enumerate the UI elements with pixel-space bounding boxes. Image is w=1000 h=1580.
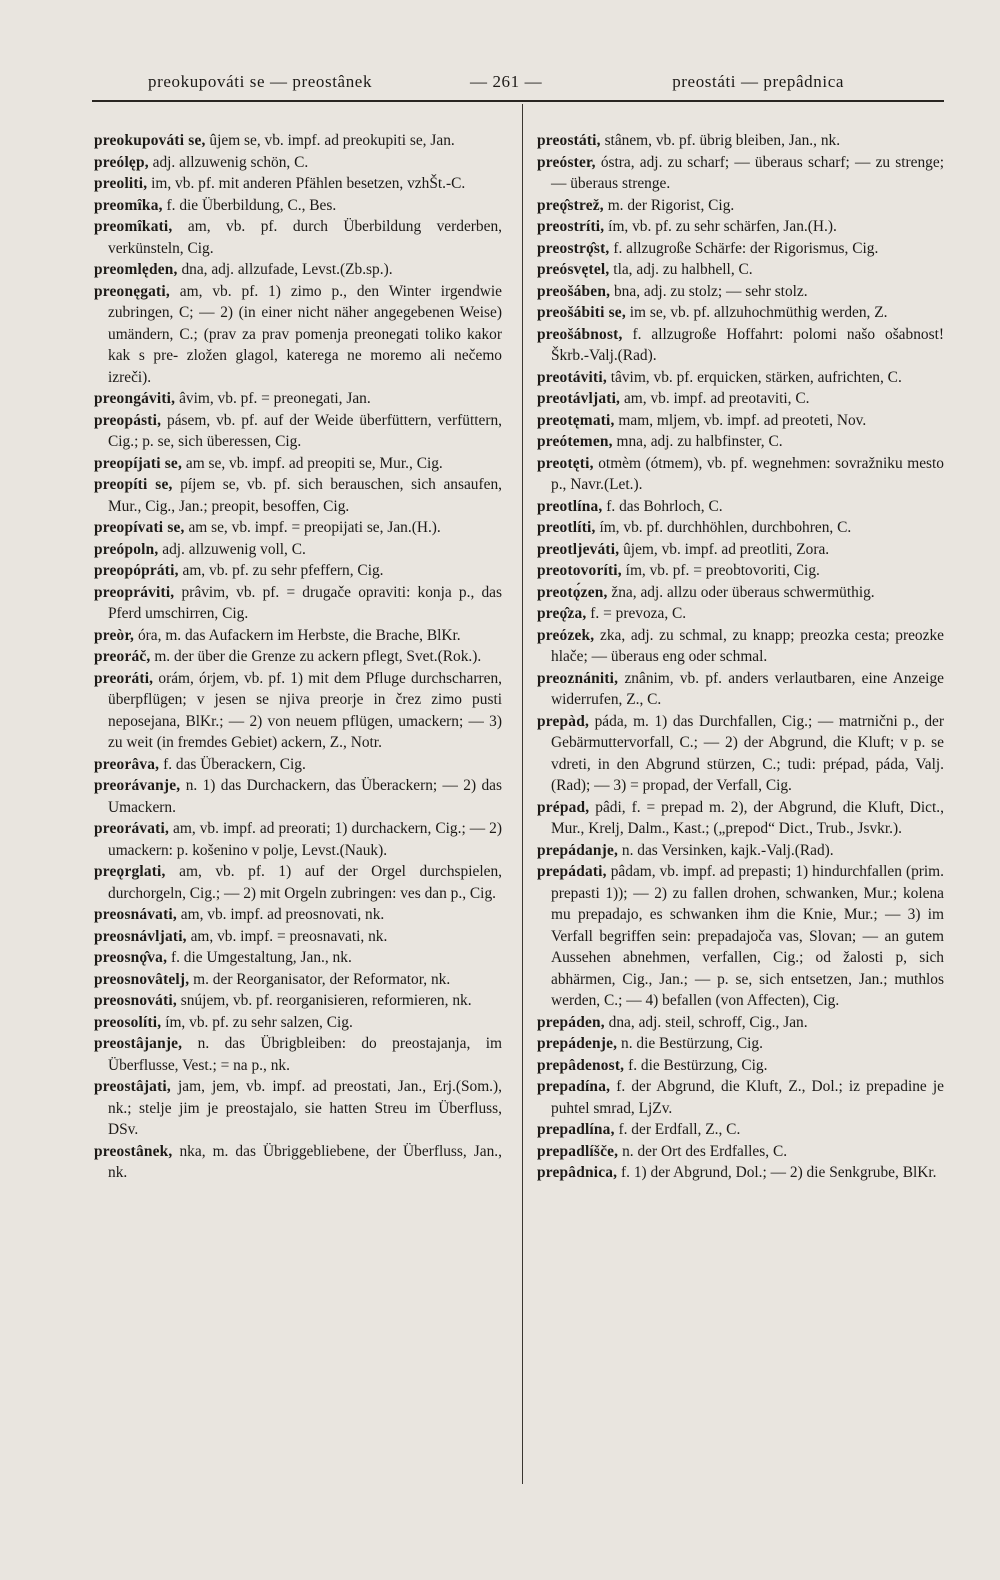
entry-definition: pâdi, f. = prepad m. 2), der Abgrund, die Kluft, Dict., Mur., Krelj, Dalm., Kast.; („prepod“ Dict., Trub., Jsvkr.). xyxy=(551,798,944,837)
entry-definition: pásem, vb. pf. auf der Weide überfüttern, verfüttern, Cig.; p. se, sich überessen, Cig. xyxy=(108,411,502,450)
entry-headword: preonęgati, xyxy=(94,282,170,300)
entry-definition: znânim, vb. pf. anders verlautbaren, eine Anzeige widerrufen, Z., C. xyxy=(551,669,944,708)
entry-headword: preólęp, xyxy=(94,153,149,171)
entry-headword: preosnǫ̂va, xyxy=(94,949,168,966)
entry-headword: preostânek, xyxy=(94,1142,173,1160)
entry-headword: preopívati se, xyxy=(94,519,185,536)
entry-headword: preoznániti, xyxy=(537,669,619,687)
entry-definition: mam, mljem, vb. impf. ad preoteti, Nov. xyxy=(618,411,867,429)
entry-definition: žna, adj. allzu oder überaus schwermüthig. xyxy=(611,583,875,601)
entry-headword: preóster, xyxy=(537,153,596,171)
entry-definition: f. das Überackern, Cig. xyxy=(163,755,306,773)
dictionary-entry xyxy=(537,840,944,862)
dictionary-entry xyxy=(537,711,944,797)
entry-headword: preosnávljati, xyxy=(94,927,187,945)
entry-definition: pâdam, vb. impf. ad prepasti; 1) hindurchfallen (prim. prepasti 1)); — 2) zu fallen drohen, schwanken, Mur.; kolena mu prepadajo, es schwanken ihm die Knie, Mur.; — 3) im Verfall begriffen sein: prepadajoča vas, Slovan; — an gutem Aussehen abnehmen, verfallen, Cig.; od žalosti p, sich abhärmen, Cig., Jan.; — p. se, sich entsetzen, Jan.; muthlos werden, C.; — 4) befallen (von Affecten), Cig. xyxy=(551,863,944,1009)
dictionary-entry xyxy=(537,668,944,711)
dictionary-entry xyxy=(94,410,502,453)
entry-headword: preostríti, xyxy=(537,218,605,235)
entry-definition: f. die Umgestaltung, Jan., nk. xyxy=(170,949,352,966)
entry-definition: adj. allzuwenig voll, C. xyxy=(162,540,306,558)
dictionary-entry xyxy=(537,130,944,152)
dictionary-entry xyxy=(537,388,944,410)
dictionary-entry xyxy=(94,453,502,475)
entry-headword: preostáti, xyxy=(537,132,601,149)
dictionary-entry xyxy=(537,152,944,195)
left-column xyxy=(94,130,502,1184)
entry-definition: am, vb. impf. ad preotaviti, C. xyxy=(623,390,810,407)
entry-headword: preostâjati, xyxy=(94,1078,171,1095)
entry-definition: âvim, vb. pf. = preonegati, Jan. xyxy=(179,390,371,407)
running-header xyxy=(148,72,844,96)
entry-definition: am, vb. pf. zu sehr pfeffern, Cig. xyxy=(182,562,384,579)
dictionary-entry xyxy=(94,388,502,410)
dictionary-entry xyxy=(537,496,944,518)
entry-definition: bna, adj. zu stolz; — sehr stolz. xyxy=(613,282,808,300)
dictionary-entry xyxy=(94,281,502,389)
dictionary-entry xyxy=(94,130,502,152)
dictionary-entry xyxy=(537,453,944,496)
entry-definition: mna, adj. zu halbfinster, C. xyxy=(616,433,783,450)
dictionary-entry xyxy=(94,926,502,948)
dictionary-entry xyxy=(94,904,502,926)
dictionary-entry xyxy=(537,625,944,668)
dictionary-entry xyxy=(94,818,502,861)
entry-definition: m. der über die Grenze zu ackern pflegt, Svet.(Rok.). xyxy=(154,648,482,665)
entry-headword: preošábnost, xyxy=(537,325,623,343)
entry-definition: ím, vb. pf. = preobtovoriti, Cig. xyxy=(625,562,820,579)
entry-headword: preǫ̂strež, xyxy=(537,196,604,214)
entry-definition: f. die Bestürzung, Cig. xyxy=(628,1056,768,1074)
entry-headword: preǫ̂za, xyxy=(537,605,587,622)
dictionary-entry xyxy=(94,173,502,195)
entry-definition: tla, adj. zu halbhell, C. xyxy=(613,261,753,278)
dictionary-entry xyxy=(537,216,944,238)
dictionary-entry xyxy=(537,1076,944,1119)
entry-definition: f. der Abgrund, die Kluft, Z., Dol.; iz prepadine je puhtel smrad, LjZv. xyxy=(551,1078,944,1117)
entry-headword: preosnávati, xyxy=(94,906,177,923)
entry-headword: preopráviti, xyxy=(94,583,175,601)
dictionary-entry xyxy=(537,1055,944,1077)
dictionary-entry xyxy=(537,861,944,1012)
entry-headword: prepàd, xyxy=(537,712,590,730)
dictionary-entry xyxy=(537,1033,944,1055)
dictionary-entry xyxy=(94,1012,502,1034)
dictionary-entry xyxy=(537,410,944,432)
entry-definition: óra, m. das Aufackern im Herbste, die Brache, BlKr. xyxy=(137,626,461,644)
entry-headword: preotęti, xyxy=(537,454,594,472)
dictionary-entry xyxy=(537,539,944,561)
entry-definition: am, vb. impf. = preosnavati, nk. xyxy=(190,927,388,945)
column-divider xyxy=(522,104,523,1484)
entry-definition: prâvim, vb. pf. = drugače opraviti: konja p., das Pferd umschirren, Cig. xyxy=(108,583,502,622)
dictionary-entry xyxy=(537,195,944,217)
entry-headword: preotlíti, xyxy=(537,519,596,536)
entry-definition: píjem se, vb. pf. sich berauschen, sich ansaufen, Mur., Cig., Jan.; preopit, besoffen, Cig. xyxy=(108,476,502,515)
entry-headword: preorâva, xyxy=(94,755,160,773)
dictionary-entry xyxy=(94,969,502,991)
entry-headword: prepádenje, xyxy=(537,1035,618,1052)
dictionary-entry xyxy=(94,560,502,582)
dictionary-entry xyxy=(94,259,502,281)
entry-headword: preongáviti, xyxy=(94,390,176,407)
entry-definition: dna, adj. steil, schroff, Cig., Jan. xyxy=(608,1013,808,1031)
entry-definition: dna, adj. allzufade, Levst.(Zb.sp.). xyxy=(181,261,393,278)
entry-headword: preotávljati, xyxy=(537,390,621,407)
dictionary-entry xyxy=(94,668,502,754)
entry-headword: prepádati, xyxy=(537,863,607,880)
entry-headword: preotęmati, xyxy=(537,411,615,429)
right-column xyxy=(537,130,944,1184)
entry-headword: preopíti se, xyxy=(94,476,173,493)
dictionary-entry xyxy=(94,152,502,174)
entry-headword: preotljeváti, xyxy=(537,540,620,558)
dictionary-entry xyxy=(537,1162,944,1184)
entry-headword: preorávati, xyxy=(94,820,170,837)
dictionary-entry xyxy=(94,582,502,625)
header-left-guide-words: preokupováti se — preostânek xyxy=(148,72,373,91)
entry-headword: preópoln, xyxy=(94,540,159,558)
entry-headword: preopópráti, xyxy=(94,562,179,579)
dictionary-entry xyxy=(94,1076,502,1141)
entry-headword: preomîkati, xyxy=(94,218,173,235)
entry-definition: f. = prevoza, C. xyxy=(590,605,687,622)
dictionary-entry xyxy=(537,259,944,281)
dictionary-entry xyxy=(537,302,944,324)
dictionary-entry xyxy=(537,1012,944,1034)
entry-definition: am, vb. pf. durch Überbildung verderben, verkünsteln, Cig. xyxy=(108,218,502,257)
entry-definition: f. allzugroße Hoffahrt: polomi našo ošabnost! Škrb.-Valj.(Rad). xyxy=(551,325,944,364)
entry-headword: preotǫ́zen, xyxy=(537,583,608,601)
entry-headword: preótemen, xyxy=(537,433,613,450)
entry-headword: prepadlíšče, xyxy=(537,1142,619,1160)
entry-definition: im se, vb. pf. allzuhochmüthig werden, Z. xyxy=(629,304,888,321)
header-rule xyxy=(92,100,944,102)
entry-definition: f. allzugroße Schärfe: der Rigorismus, Cig. xyxy=(613,239,879,257)
entry-headword: preoliti, xyxy=(94,175,148,192)
dictionary-entry xyxy=(94,990,502,1012)
dictionary-entry xyxy=(94,195,502,217)
entry-definition: ím, vb. pf. zu sehr schärfen, Jan.(H.). xyxy=(608,218,837,235)
entry-headword: preomîka, xyxy=(94,196,163,214)
entry-definition: f. der Erdfall, Z., C. xyxy=(618,1121,741,1138)
dictionary-entry xyxy=(94,474,502,517)
dictionary-entry xyxy=(94,625,502,647)
entry-headword: preotáviti, xyxy=(537,368,607,386)
entry-definition: orám, órjem, vb. pf. 1) mit dem Pfluge durchscharren, überpflügen; v jesen se njiva preorje in črez zimo pusti neposejana, BlKr.; — 2) von neuem pflügen, umackern; — 3) zu weit (in fremdes Gebiet) ackern, Z., Notr. xyxy=(108,669,502,751)
entry-definition: jam, jem, vb. impf. ad preostati, Jan., Erj.(Som.), nk.; stelje jim je preostajalo, sie hatten Streu im Überfluss, DSv. xyxy=(108,1078,502,1138)
entry-definition: am, vb. pf. 1) auf der Orgel durchspielen, durchorgeln, Cig.; — 2) mit Orgeln zubringen: ves dan p., Cig. xyxy=(108,863,502,902)
entry-definition: f. 1) der Abgrund, Dol.; — 2) die Senkgrube, BlKr. xyxy=(621,1164,937,1181)
dictionary-entry xyxy=(537,603,944,625)
dictionary-entry xyxy=(94,517,502,539)
entry-headword: prepádanje, xyxy=(537,841,619,859)
entry-headword: preomlęden, xyxy=(94,261,178,278)
dictionary-entry xyxy=(94,947,502,969)
entry-headword: preostrǫ̂st, xyxy=(537,239,610,257)
dictionary-entry xyxy=(537,238,944,260)
entry-definition: n. 1) das Durchackern, das Überackern; — 2) das Umackern. xyxy=(108,777,502,816)
entry-headword: preošáben, xyxy=(537,282,611,300)
entry-definition: ím, vb. pf. durchhöhlen, durchbohren, C. xyxy=(599,519,852,536)
entry-headword: preosnováti, xyxy=(94,992,177,1009)
entry-headword: preosolíti, xyxy=(94,1013,162,1031)
header-right-guide-words: preostáti — prepâdnica xyxy=(672,72,844,91)
dictionary-entry xyxy=(537,1141,944,1163)
entry-headword: preotlína, xyxy=(537,497,603,515)
entry-headword: prepadína, xyxy=(537,1078,611,1095)
dictionary-entry xyxy=(537,281,944,303)
entry-definition: zka, adj. zu schmal, zu knapp; preozka cesta; preozke hlače; — überaus eng oder schmal. xyxy=(551,626,944,665)
entry-definition: n. der Ort des Erdfalles, C. xyxy=(622,1142,788,1160)
entry-definition: n. die Bestürzung, Cig. xyxy=(621,1035,763,1052)
entry-headword: preosnovâtelj, xyxy=(94,970,190,988)
dictionary-entry xyxy=(537,1119,944,1141)
dictionary-entry xyxy=(537,797,944,840)
entry-headword: preǫrglati, xyxy=(94,863,166,880)
dictionary-entry xyxy=(537,324,944,367)
dictionary-entry xyxy=(537,517,944,539)
entry-headword: prepâdnica, xyxy=(537,1164,618,1181)
dictionary-entry xyxy=(537,431,944,453)
dictionary-entry xyxy=(94,775,502,818)
entry-definition: nka, m. das Übriggebliebene, der Überfluss, Jan., nk. xyxy=(108,1142,502,1181)
entry-definition: adj. allzuwenig schön, C. xyxy=(152,153,309,171)
entry-definition: snújem, vb. pf. reorganisieren, reformieren, nk. xyxy=(180,992,472,1009)
entry-headword: preostâjanje, xyxy=(94,1035,183,1052)
entry-headword: preósvętel, xyxy=(537,261,610,278)
dictionary-entry xyxy=(94,216,502,259)
entry-definition: am, vb. impf. ad preorati; 1) durchackern, Cig.; — 2) umackern: p. košenino v polje, Levst.(Nauk). xyxy=(108,820,502,859)
dictionary-entry xyxy=(94,861,502,904)
entry-definition: n. das Versinken, kajk.-Valj.(Rad). xyxy=(621,841,834,859)
entry-headword: prepadlína, xyxy=(537,1121,615,1138)
dictionary-entry xyxy=(537,582,944,604)
dictionary-entry xyxy=(537,560,944,582)
entry-definition: stânem, vb. pf. übrig bleiben, Jan., nk. xyxy=(604,132,841,149)
entry-headword: preokupováti se, xyxy=(94,132,206,149)
entry-headword: prépad, xyxy=(537,798,590,816)
dictionary-entry xyxy=(94,646,502,668)
entry-definition: am se, vb. impf. = preopijati se, Jan.(H.). xyxy=(188,519,441,536)
entry-headword: preopásti, xyxy=(94,411,162,429)
entry-headword: preopíjati se, xyxy=(94,454,183,472)
entry-headword: prepáden, xyxy=(537,1013,605,1031)
entry-definition: n. das Übrigbleiben: do preostajanja, im Überflusse, Vest.; = na p., nk. xyxy=(108,1035,502,1074)
entry-definition: ûjem se, vb. impf. ad preokupiti se, Jan. xyxy=(209,132,455,149)
dictionary-entry xyxy=(94,754,502,776)
entry-headword: preorávanje, xyxy=(94,777,181,794)
entry-definition: m. der Rigorist, Cig. xyxy=(607,196,735,214)
entry-definition: am, vb. pf. 1) zimo p., den Winter irgendwie zubringen, C; — 2) (in einer nicht näher angegebenen Weise) umändern, C.; (prav za prav pomenja preonegati toliko kakor kak s pre- zložen glagol, katerega ne moremo ali nečemo izreči). xyxy=(108,282,502,386)
entry-definition: m. der Reorganisator, der Reformator, nk. xyxy=(193,970,451,988)
entry-headword: preoráč, xyxy=(94,648,151,665)
entry-headword: preòr, xyxy=(94,626,135,644)
entry-definition: f. die Überbildung, C., Bes. xyxy=(166,196,337,214)
entry-definition: ûjem, vb. impf. ad preotliti, Zora. xyxy=(623,540,830,558)
page-number: — 261 — xyxy=(470,72,543,91)
dictionary-entry xyxy=(94,1033,502,1076)
entry-definition: tâvim, vb. pf. erquicken, stärken, aufrichten, C. xyxy=(610,368,902,386)
dictionary-entry xyxy=(94,539,502,561)
entry-definition: óstra, adj. zu scharf; — überaus scharf; — zu strenge; — überaus strenge. xyxy=(551,153,944,192)
entry-headword: prepâdenost, xyxy=(537,1056,625,1074)
entry-definition: im, vb. pf. mit anderen Pfählen besetzen, vzhŠt.-C. xyxy=(151,175,466,192)
entry-definition: páda, m. 1) das Durchfallen, Cig.; — matrnični p., der Gebärmuttervorfall, C.; — 2) der Abgrund, die Kluft; v p. se vdreti, in den Abgrund stürzen, C.; tudi: prépad, páda, Valj.(Rad); — 3) = propad, der Verfall, Cig. xyxy=(551,712,944,794)
entry-headword: preošábiti se, xyxy=(537,304,626,321)
entry-definition: am se, vb. impf. ad preopiti se, Mur., Cig. xyxy=(185,454,443,472)
entry-definition: ím, vb. pf. zu sehr salzen, Cig. xyxy=(165,1013,353,1031)
entry-headword: preózek, xyxy=(537,626,595,644)
dictionary-entry xyxy=(94,1141,502,1184)
dictionary-entry xyxy=(537,367,944,389)
entry-definition: f. das Bohrloch, C. xyxy=(606,497,723,515)
entry-headword: preoráti, xyxy=(94,669,154,687)
entry-definition: otmèm (ótmem), vb. pf. wegnehmen: sovražniku mesto p., Navr.(Let.). xyxy=(551,454,944,493)
entry-definition: am, vb. impf. ad preosnovati, nk. xyxy=(180,906,385,923)
entry-headword: preotovoríti, xyxy=(537,562,622,579)
